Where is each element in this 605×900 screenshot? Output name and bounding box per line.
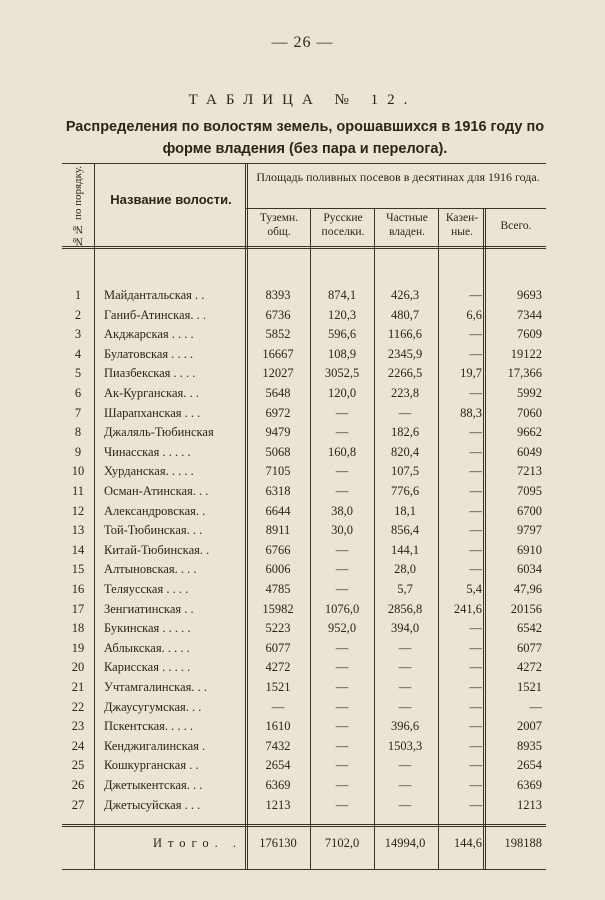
row-chastnye: —: [398, 797, 412, 812]
row-tuzemn: 7432: [265, 738, 291, 753]
row-volost: Джаляль-Тюбинская: [104, 425, 214, 440]
row-kazennye: —: [469, 386, 482, 400]
row-volost: Теляусская . . . .: [104, 582, 189, 596]
row-number: 16: [71, 582, 85, 596]
row-number: 26: [71, 778, 85, 792]
row-volost: Ак-Курганская. . .: [104, 386, 199, 400]
total-vsego: 198188: [504, 836, 542, 850]
row-russkie: —: [335, 640, 349, 655]
row-vsego: 5992: [517, 386, 542, 400]
table-row: [62, 600, 546, 619]
table-row: [62, 521, 546, 540]
total-chastnye: 14994,0: [384, 836, 426, 850]
row-chastnye: 1166,6: [388, 327, 422, 342]
row-russkie: 874,1: [327, 288, 357, 302]
table-row: [62, 345, 546, 364]
row-volost: Джетысуйская . . .: [104, 797, 201, 812]
row-vsego: 6910: [517, 542, 542, 557]
row-kazennye: —: [469, 464, 482, 479]
row-tuzemn: 4785: [265, 582, 291, 596]
row-volost: Чинасская . . . . .: [104, 444, 191, 459]
row-number: 14: [71, 542, 85, 557]
row-number: 2: [74, 307, 82, 322]
row-vsego: 6034: [517, 562, 542, 577]
table-row: [62, 502, 546, 521]
row-chastnye: 5,7: [397, 582, 413, 596]
row-vsego: 47,96: [513, 582, 542, 596]
row-chastnye: 2345,9: [387, 346, 423, 361]
row-tuzemn: 5223: [265, 621, 291, 636]
row-chastnye: 426,3: [390, 288, 420, 302]
table-row: [62, 364, 546, 383]
row-number: 15: [71, 562, 85, 577]
row-vsego: 2654: [517, 758, 542, 773]
row-tuzemn: 6736: [265, 307, 291, 322]
row-kazennye: —: [469, 621, 482, 636]
header-name: Название волости.: [110, 192, 232, 207]
header-area: Площадь поливных посевов в десятинах для 1916 года.: [256, 170, 540, 184]
row-chastnye: 776,6: [390, 484, 420, 498]
row-number: 1: [74, 288, 82, 302]
row-kazennye: —: [469, 288, 482, 302]
row-volost: Кошкурганская . .: [104, 758, 199, 773]
table-row: [62, 717, 546, 736]
row-kazennye: 88,3: [460, 405, 482, 420]
row-russkie: 30,0: [331, 523, 353, 538]
row-number: 13: [71, 523, 85, 538]
row-russkie: —: [335, 719, 349, 734]
row-kazennye: —: [469, 797, 482, 812]
row-russkie: —: [335, 562, 349, 577]
row-chastnye: —: [398, 405, 412, 420]
table-row: [62, 325, 546, 344]
row-chastnye: 182,6: [390, 425, 420, 440]
table-row: [62, 482, 546, 501]
header-number: №№ по порядку.: [71, 165, 84, 247]
row-chastnye: 28,0: [394, 562, 416, 577]
table-row: [62, 286, 546, 305]
row-chastnye: 144,1: [390, 542, 420, 557]
row-number: 6: [74, 386, 82, 400]
row-volost: Осман-Атинская. . .: [104, 484, 209, 498]
row-tuzemn: 6318: [265, 484, 291, 498]
row-number: 12: [71, 503, 85, 518]
row-vsego: 9662: [517, 425, 542, 440]
row-volost: Александровская. .: [104, 503, 206, 518]
row-tuzemn: 6006: [265, 562, 291, 577]
row-vsego: 6077: [517, 640, 542, 655]
row-tuzemn: 6644: [265, 503, 291, 518]
total-row: [62, 836, 546, 856]
row-chastnye: 18,1: [394, 503, 416, 518]
row-volost: Майдантальская . .: [104, 288, 205, 302]
row-chastnye: —: [398, 660, 412, 675]
table-row: [62, 776, 546, 795]
header-bottom-line: [62, 246, 546, 249]
row-tuzemn: 1213: [265, 797, 291, 812]
total-kazennye: 144,6: [453, 836, 482, 850]
table-title: Распределения по волостям земель, орошавшихся в 1916 году по форме владения (без пара и перелога).: [65, 119, 545, 157]
row-chastnye: —: [398, 680, 412, 694]
row-russkie: 596,6: [327, 327, 357, 342]
row-volost: Акджарская . . . .: [104, 327, 194, 342]
row-vsego: 6049: [517, 444, 542, 459]
row-chastnye: 394,0: [390, 621, 420, 636]
table-row: [62, 796, 546, 815]
row-vsego: —: [529, 699, 542, 714]
row-volost: Ганиб-Атинская. . .: [104, 307, 206, 322]
header-vsego: Всего.: [500, 220, 532, 232]
row-russkie: 952,0: [327, 621, 357, 636]
row-russkie: 3052,5: [324, 366, 360, 381]
row-russkie: 108,9: [327, 346, 357, 361]
row-kazennye: 5,4: [466, 582, 482, 596]
row-tuzemn: 8393: [265, 288, 291, 302]
table-row: [62, 678, 546, 697]
row-russkie: 1076,0: [324, 601, 360, 616]
header-subline: [246, 208, 546, 209]
table-label: ТАБЛИЦА № 12.: [188, 92, 417, 108]
row-volost: Пиазбекская . . . .: [104, 366, 196, 381]
row-volost: Той-Тюбинская. . .: [104, 523, 203, 538]
row-kazennye: —: [469, 562, 482, 577]
header-kazennye: Казен-ные.: [445, 212, 479, 238]
row-tuzemn: 6077: [265, 640, 291, 655]
row-russkie: —: [335, 464, 349, 479]
row-number: 17: [71, 601, 85, 616]
table-row: [62, 619, 546, 638]
row-kazennye: —: [469, 327, 482, 342]
row-volost: Кенджигалинская .: [104, 738, 206, 753]
row-number: 3: [74, 327, 82, 342]
row-vsego: 7213: [517, 464, 542, 479]
table-row: [62, 639, 546, 658]
row-number: 7: [74, 405, 82, 420]
total-russkie: 7102,0: [324, 836, 360, 850]
row-chastnye: 223,8: [390, 386, 420, 400]
row-russkie: —: [335, 699, 349, 714]
row-number: 23: [71, 719, 85, 734]
row-volost: Аблыкская. . . . .: [104, 640, 190, 655]
row-number: 25: [71, 758, 85, 773]
row-kazennye: —: [469, 738, 482, 753]
table-row: [62, 756, 546, 775]
row-russkie: —: [335, 542, 349, 557]
row-number: 21: [71, 680, 85, 694]
row-kazennye: —: [469, 346, 482, 361]
row-number: 18: [71, 621, 85, 636]
table-row: [62, 423, 546, 442]
table-row: [62, 580, 546, 599]
row-kazennye: —: [469, 444, 482, 459]
row-vsego: 9797: [517, 523, 542, 538]
row-vsego: 2007: [517, 719, 542, 734]
row-chastnye: —: [398, 778, 412, 792]
row-russkie: —: [335, 405, 349, 420]
row-volost: Хурданская. . . . .: [104, 464, 194, 479]
row-kazennye: —: [469, 660, 482, 675]
table-row: [62, 698, 546, 717]
row-kazennye: —: [469, 542, 482, 557]
row-russkie: 120,0: [327, 386, 357, 400]
row-volost: Шарапханская . . .: [104, 405, 201, 420]
row-tuzemn: 12027: [262, 366, 294, 381]
row-volost: Джетыкентская. . .: [104, 778, 203, 792]
row-volost: Пскентская. . . . .: [104, 719, 194, 734]
row-vsego: 9693: [517, 288, 542, 302]
row-number: 24: [71, 738, 85, 753]
row-kazennye: —: [469, 425, 482, 440]
row-vsego: 17,366: [507, 366, 542, 381]
row-russkie: —: [335, 582, 349, 596]
row-tuzemn: 5852: [265, 327, 291, 342]
row-tuzemn: 5648: [265, 386, 291, 400]
table-row: [62, 384, 546, 403]
row-kazennye: —: [469, 680, 482, 694]
row-kazennye: —: [469, 484, 482, 498]
row-volost: Алтыновская. . . .: [104, 562, 197, 577]
header-russkie: Русские поселки.: [321, 212, 365, 238]
row-volost: Зенгиатинская . .: [104, 601, 194, 616]
row-vsego: 6542: [517, 621, 542, 636]
row-chastnye: —: [398, 640, 412, 655]
row-tuzemn: 15982: [262, 601, 294, 616]
row-kazennye: —: [469, 640, 482, 655]
row-vsego: 1521: [517, 680, 542, 694]
row-number: 27: [71, 797, 85, 812]
row-russkie: —: [335, 758, 349, 773]
row-kazennye: —: [469, 699, 482, 714]
row-volost: Китай-Тюбинская. .: [104, 542, 210, 557]
page-number: — 26 —: [271, 34, 334, 51]
row-russkie: —: [335, 660, 349, 675]
data-table: [62, 163, 546, 870]
row-russkie: —: [335, 680, 349, 694]
row-tuzemn: 1521: [265, 680, 291, 694]
row-vsego: 6369: [517, 778, 542, 792]
row-tuzemn: 9479: [265, 425, 291, 440]
row-chastnye: 107,5: [390, 464, 420, 479]
table-row: [62, 658, 546, 677]
table-row: [62, 541, 546, 560]
row-volost: Учтамгалинская. . .: [104, 680, 207, 694]
row-chastnye: 856,4: [390, 523, 420, 538]
row-vsego: 7344: [517, 307, 542, 322]
header-chastnye: Частные владен.: [386, 212, 428, 238]
row-tuzemn: 5068: [265, 444, 291, 459]
row-russkie: —: [335, 738, 349, 753]
row-kazennye: —: [469, 778, 482, 792]
row-kazennye: 6,6: [466, 307, 482, 322]
row-number: 11: [71, 484, 85, 498]
table-row: [62, 737, 546, 756]
row-chastnye: 396,6: [390, 719, 420, 734]
row-tuzemn: 4272: [265, 660, 291, 675]
row-volost: Булатовская . . . .: [104, 346, 194, 361]
row-chastnye: —: [398, 699, 412, 714]
row-tuzemn: 6369: [265, 778, 291, 792]
row-tuzemn: 16667: [262, 346, 294, 361]
row-number: 22: [71, 699, 85, 714]
row-chastnye: 1503,3: [387, 738, 423, 753]
row-volost: Карисская . . . . .: [104, 660, 191, 675]
row-number: 19: [71, 640, 85, 655]
row-chastnye: 480,7: [390, 307, 420, 322]
table-row: [62, 404, 546, 423]
row-kazennye: —: [469, 758, 482, 773]
row-tuzemn: 6972: [265, 405, 291, 420]
row-kazennye: —: [469, 503, 482, 518]
header-tuzemn: Туземн. общ.: [259, 212, 299, 238]
row-chastnye: 820,4: [390, 444, 420, 459]
total-line: [62, 824, 546, 827]
row-number: 10: [71, 464, 85, 479]
row-volost: Букинская . . . . .: [104, 621, 191, 636]
row-kazennye: —: [469, 523, 482, 538]
row-tuzemn: 6766: [265, 542, 291, 557]
row-russkie: 160,8: [327, 444, 357, 459]
row-vsego: 20156: [510, 601, 542, 616]
row-russkie: —: [335, 778, 349, 792]
row-russkie: 38,0: [331, 503, 353, 518]
row-russkie: 120,3: [327, 307, 357, 322]
row-number: 20: [71, 660, 85, 675]
row-russkie: —: [335, 484, 349, 498]
row-number: 5: [74, 366, 82, 381]
row-vsego: 4272: [517, 660, 542, 675]
total-tuzemn: 176130: [259, 836, 297, 850]
row-tuzemn: 1610: [265, 719, 291, 734]
row-russkie: —: [335, 425, 349, 440]
row-volost: Джаусугумская. . .: [104, 699, 202, 714]
row-number: 8: [74, 425, 82, 440]
row-number: 4: [74, 346, 82, 361]
row-vsego: 8935: [517, 738, 542, 753]
table-row: [62, 560, 546, 579]
table-row: [62, 462, 546, 481]
row-number: 9: [74, 444, 82, 459]
row-kazennye: 241,6: [453, 601, 482, 616]
row-chastnye: —: [398, 758, 412, 773]
row-vsego: 6700: [517, 503, 542, 518]
row-vsego: 7095: [517, 484, 542, 498]
row-chastnye: 2856,8: [387, 601, 423, 616]
row-chastnye: 2266,5: [387, 366, 423, 381]
row-kazennye: 19,7: [460, 366, 482, 381]
row-tuzemn: 7105: [265, 464, 291, 479]
row-vsego: 7609: [517, 327, 542, 342]
row-vsego: 7060: [517, 405, 542, 420]
row-russkie: —: [335, 797, 349, 812]
row-vsego: 1213: [517, 797, 542, 812]
row-tuzemn: 8911: [265, 523, 291, 538]
total-label: Итого. .: [152, 836, 242, 850]
table-row: [62, 443, 546, 462]
table-row: [62, 306, 546, 325]
row-vsego: 19122: [510, 346, 542, 361]
row-tuzemn: 2654: [265, 758, 291, 773]
row-kazennye: —: [469, 719, 482, 734]
row-tuzemn: —: [271, 699, 285, 714]
